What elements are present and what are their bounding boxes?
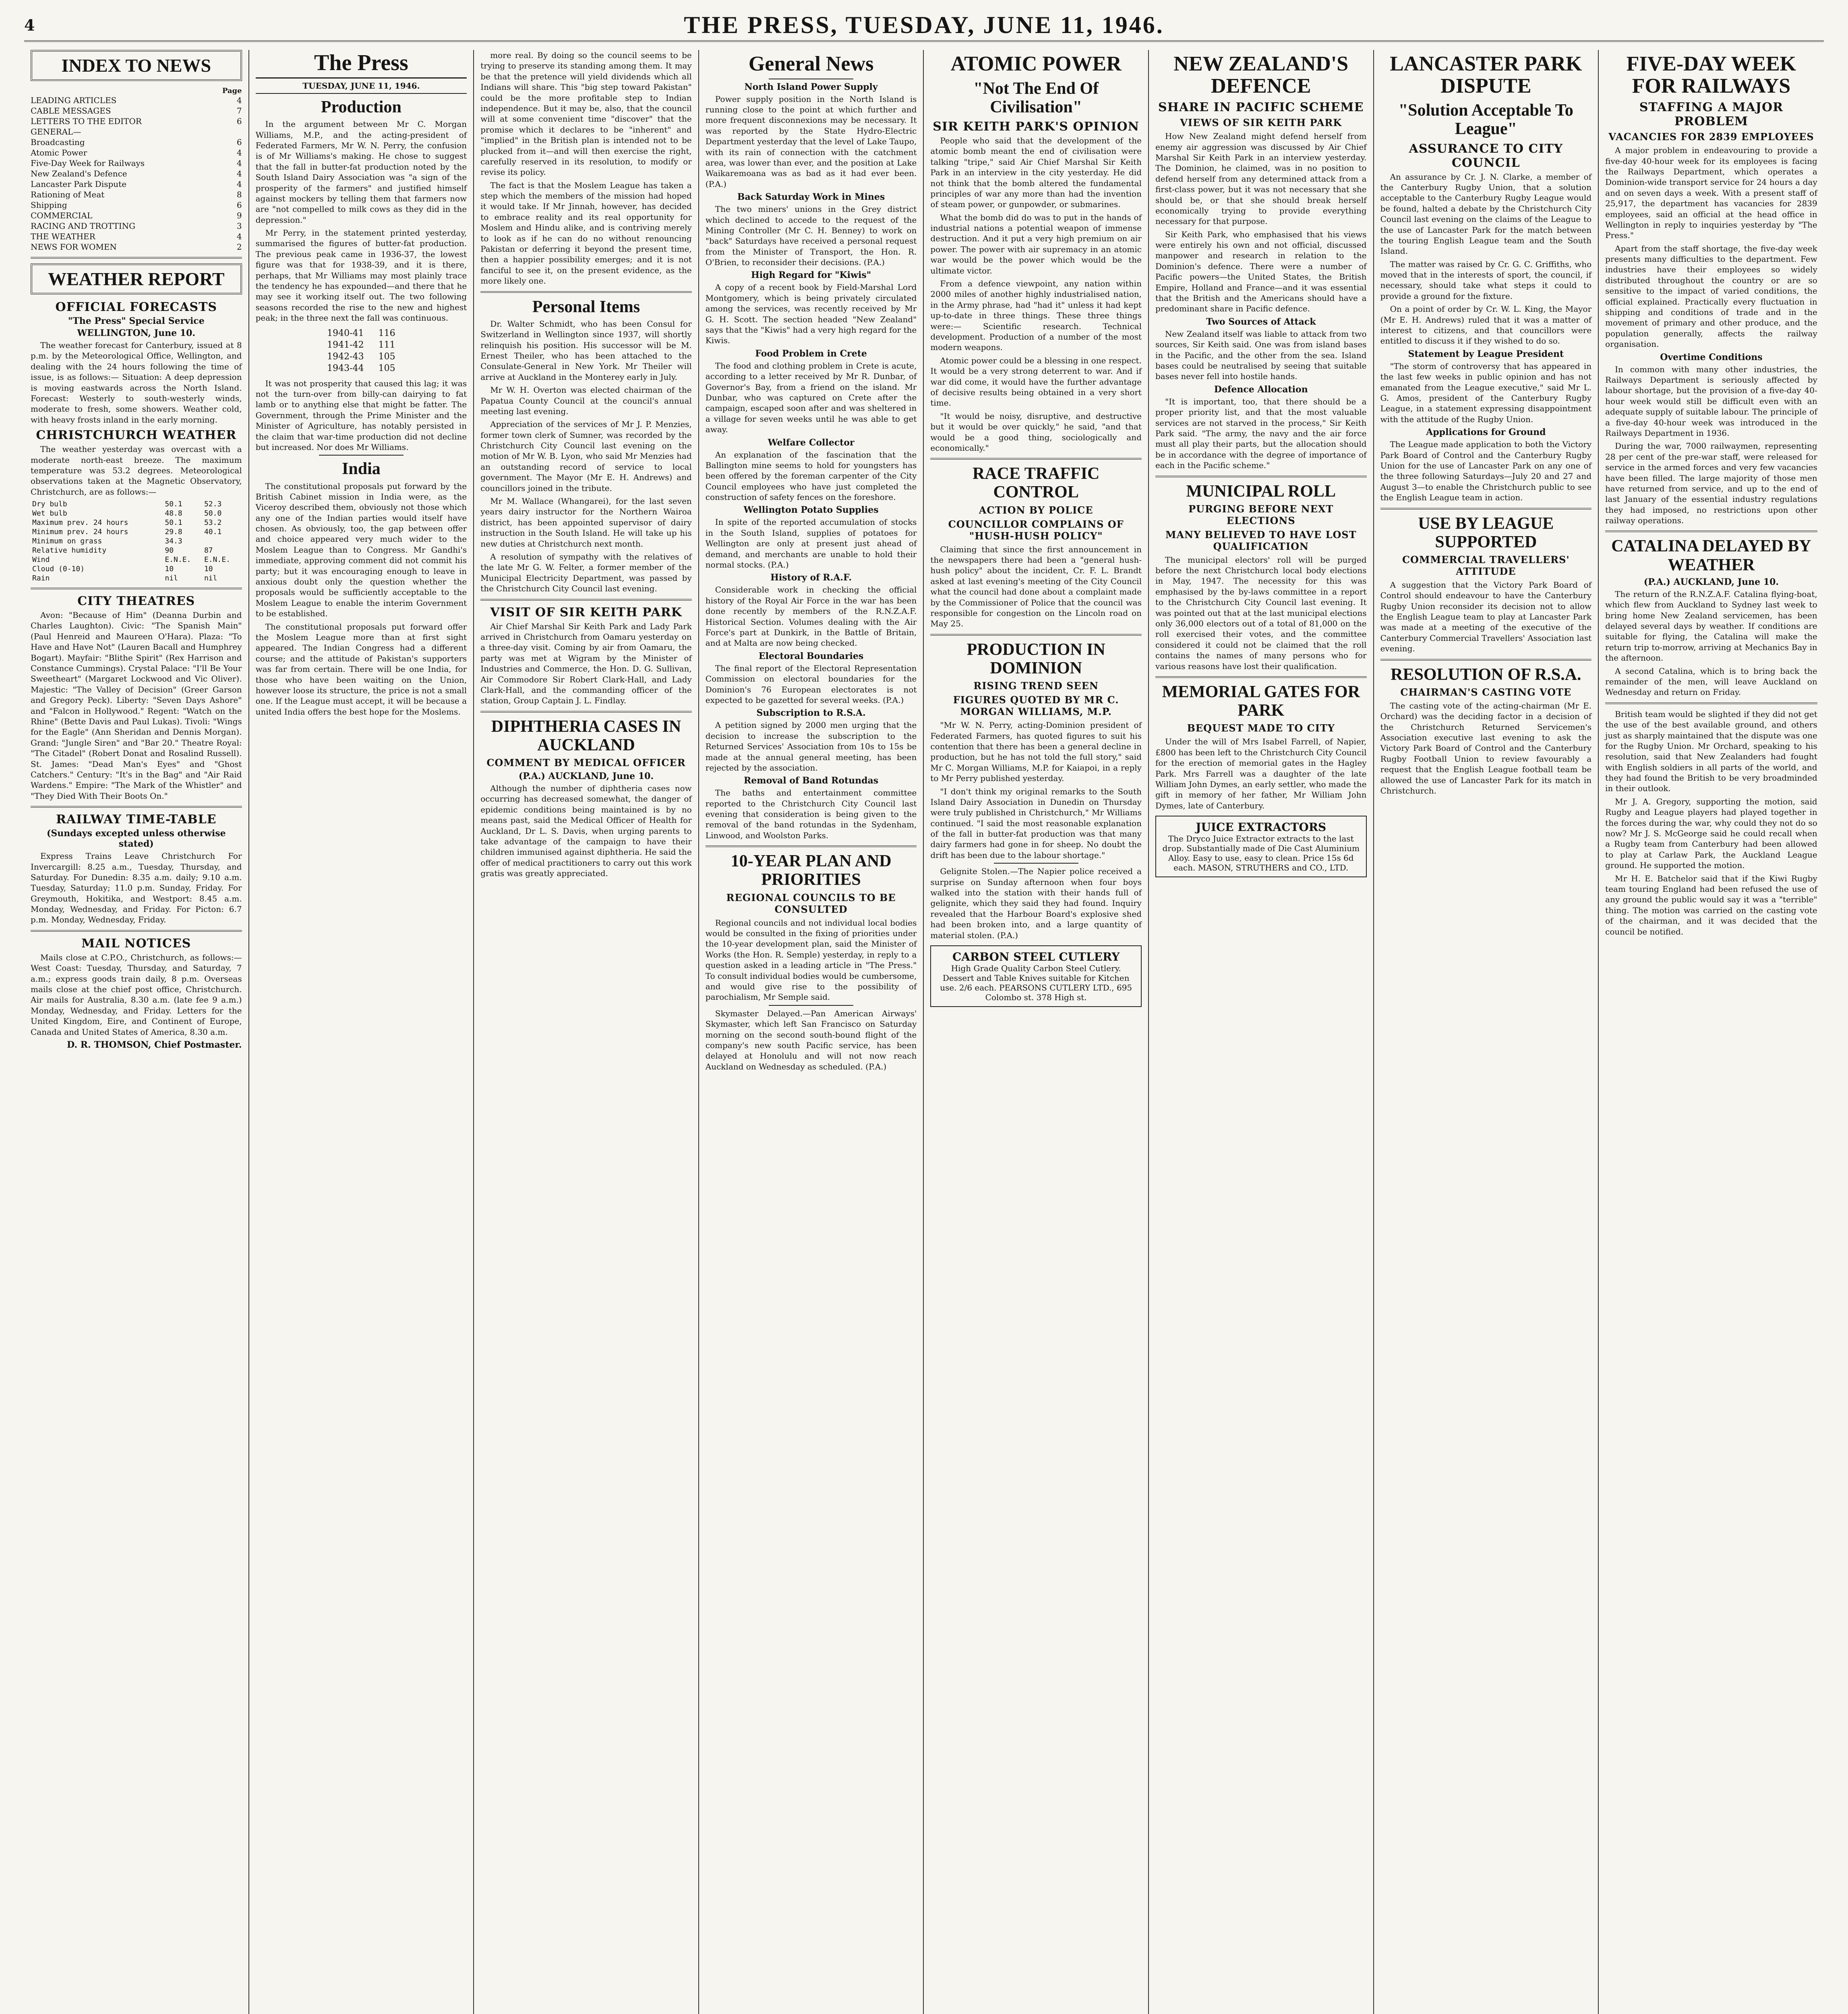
- railways-heading-1: Overtime Conditions: [1660, 352, 1763, 363]
- gn-heading-7: History of R.A.F.: [770, 572, 852, 583]
- index-title: INDEX TO NEWS: [31, 50, 242, 81]
- personal-items-title: Personal Items: [532, 297, 640, 316]
- cutlery-ad-title: CARBON STEEL CUTLERY: [952, 950, 1120, 963]
- lancaster-heading-2: Applications for Ground: [1426, 427, 1546, 438]
- gn-heading-10: Removal of Band Rotundas: [744, 775, 879, 786]
- production-p1: In the argument between Mr C. Morgan Williams, M.P., and the acting-president of Federated Farmers, Mr W. N. Perry, the confusion is of Mr Williams's making. He chose to suggest that the fall in butter-fat production noted by the South Island Dairy Association was "a sign of the prosperity of the farmers" and justified himself against mockers by telling them that farmers now are "not compelled to milk cows as they did in the depression.": [255, 119, 467, 225]
- general-news-title: General News: [748, 52, 874, 75]
- weather-cell: 40.1: [204, 528, 222, 537]
- india-p2: The constitutional proposals put forward offer the Moslem League more than at first sight appeared. The Indian Congress had a different course; and the attitude of Pakistan's supporters was far from certain. There will be one India, for those who have been waiting on the Union, however loose its structure, the price is not a small one. If the League must accept, it will be because a united India offers the best hope for the Moslems.: [255, 622, 467, 717]
- newspaper-header: THE PRESS, TUESDAY, JUNE 11, 1946.: [684, 11, 1164, 38]
- gn-paragraph-1: Power supply position in the North Island is running close to the point at which further and more frequent disconnexions may be necessary. It was reported by the State Hydro-Electric Department yesterday that the level of Lake Taupo, with its rain of connection with the catchment area, was lower than ever, and the position at Lake Waikaremoana was as bad as it had ever been. (P.A.): [705, 94, 917, 189]
- weather-cell: 10: [204, 565, 213, 574]
- plan-title: 10-YEAR PLAN AND PRIORITIES: [731, 852, 892, 889]
- gates-title: MEMORIAL GATES FOR PARK: [1162, 683, 1360, 720]
- production-row: [320, 327, 402, 339]
- weather-table: [31, 499, 242, 583]
- edition-date: TUESDAY, JUNE 11, 1946.: [256, 79, 467, 94]
- column-3: [474, 50, 699, 2014]
- roll-text: The municipal electors' roll will be purged before the next Christchurch local body elections in May, 1947. The necessity for this was emphasised by the by-laws committee in a report to the Christchurch City Council last evening. It was pointed out that at the last municipal elections only 36,000 electors out of a total of 81,000 on the roll exercised their votes, and the committee considered it could not be claimed that the roll contains the names of many persons who for various reasons have lost their qualification.: [1155, 555, 1367, 671]
- index-item-label: Atomic Power: [31, 148, 87, 157]
- league-title: USE BY LEAGUE SUPPORTED: [1418, 514, 1554, 551]
- railways-p4: During the war, 7000 railwaymen, representing 28 per cent of the pre-war staff, were released for service in the armed forces and very few vacancies have been filled. The large majority of those men have returned from service, and up to the end of last January of the essential industry regulations they had imposed, no restrictions upon other railway operations.: [1605, 441, 1817, 526]
- india-p1: The constitutional proposals put forward by the British Cabinet mission in India were, as the Viceroy described them, obviously not those which any one of the Indian parties would itself have chosen. As obviously, too, the gap between offer and choice appeared very much wider to the Moslem League than to Congress. Mr Gandhi's immediate, approving comment did not commit his party; but it was encouraging enough to leave in anxious doubt only the question whether the proposals would be sufficiently acceptable to the Moslem League to enable the interim Government to be established.: [255, 481, 467, 619]
- forecasts-text: The weather forecast for Canterbury, issued at 8 p.m. by the Meteorological Office, Wellington, and dealing with the 24 hours following the time of issue, is as follows:— Situation: A deep depression is moving eastwards across the North Island. Forecast: Westerly to south-westerly winds, moderate to fresh, some showers. Weather cold, with heavy frosts inland in the early morning.: [31, 340, 242, 425]
- gn-heading-4: Food Problem in Crete: [755, 348, 867, 359]
- lancaster-p5: The League made application to both the Victory Park Board of Control and the Canterbury Rugby Union for the use of Lancaster Park on any one of the three following Saturdays—July 20 and 27 and August 3—to enable the Christchurch public to see the English League team in action.: [1380, 439, 1592, 503]
- index-item: [31, 179, 242, 189]
- index-item-label: GENERAL—: [31, 127, 81, 137]
- index-item: [31, 147, 242, 158]
- catalina-text2: A second Catalina, which is to bring back the remainder of the men, will leave Auckland on Wednesday and return on Friday.: [1605, 666, 1817, 697]
- weather-cell: 50.1: [165, 518, 182, 527]
- index-item-label: Rationing of Meat: [31, 190, 105, 199]
- weather-cell: nil: [165, 574, 178, 583]
- lancaster-p2: The matter was raised by Cr. G. C. Griffiths, who moved that in the interests of sport, the council, if necessary, should take what steps it could to provide a ground for the fixture.: [1380, 259, 1592, 301]
- index-item-page: 4: [236, 148, 242, 157]
- production-p3: It was not prosperity that caused this lag; it was not the turn-over from billy-can dairying to fat lamb or to anything else that might be fatter. The Government, through the Prime Minister and the Minister of Agriculture, has notably persisted in the claim that war-time production did not decline but increased. Nor does Mr Williams.: [255, 378, 467, 452]
- index-item: [31, 126, 242, 137]
- catalina-place: (P.A.) AUCKLAND, June 10.: [1643, 576, 1779, 587]
- index-item-label: THE WEATHER: [31, 232, 95, 241]
- defence-p1: How New Zealand might defend herself from enemy air aggression was discussed by Air Chief Marshal Sir Keith Park in an interview yesterday. The Dominion, he claimed, was in no position to defend herself from any determined attack from a first-class power, but it was not necessary that she should be, or that she should break herself economically trying to provide everything necessary for that purpose.: [1155, 131, 1367, 226]
- diphtheria-place: (P.A.) AUCKLAND, June 10.: [518, 771, 654, 782]
- defence-p3: New Zealand itself was liable to attack from two sources, Sir Keith said. One was from island bases in the Pacific, and the other from the sea. Island bases could be neutralised by seeing that suitable bases never fell into hostile hands.: [1155, 329, 1367, 381]
- column-8: [1599, 50, 1824, 2014]
- index-item-page: 6: [236, 116, 242, 126]
- index-item: [31, 189, 242, 200]
- production-cell: 105: [378, 351, 395, 362]
- roll-title: MUNICIPAL ROLL: [1186, 482, 1336, 501]
- production-dominion-text: "Mr W. N. Perry, acting-Dominion president of Federated Farmers, has quoted figures to suit his contention that there has been a general decline in production, but he has not told the full story," said Mr C. Morgan Williams, M.P. for Kaiapoi, in a reply to Mr Perry published yesterday.: [930, 720, 1142, 783]
- index-item-label: Shipping: [31, 200, 67, 210]
- index-item-page: 9: [236, 211, 242, 220]
- gn-heading-1: North Island Power Supply: [744, 81, 878, 92]
- diphtheria-sub: COMMENT BY MEDICAL OFFICER: [486, 757, 686, 769]
- weather-cell: E.N.E.: [204, 555, 230, 564]
- lancaster-quote: "Solution Acceptable To League": [1398, 101, 1573, 139]
- lancaster-p3: On a point of order by Cr. W. L. King, the Mayor (Mr E. H. Andrews) ruled that it was a matter of interest to citizens, and that councillors were entitled to discuss it if they wished to do so.: [1380, 304, 1592, 346]
- weather-cell: E.N.E.: [165, 555, 191, 564]
- gn-paragraph-9: A petition signed by 2000 men urging that the decision to increase the subscription to the Returned Services' Association from 10s to 15s be made at the annual general meeting, has been rejected by the association.: [705, 720, 917, 773]
- index-item: [31, 95, 242, 106]
- index-item-label: LETTERS TO THE EDITOR: [31, 116, 142, 126]
- railways-title: FIVE-DAY WEEK FOR RAILWAYS: [1626, 52, 1796, 97]
- roll-sub2: MANY BELIEVED TO HAVE LOST QUALIFICATION: [1165, 528, 1357, 552]
- page-number: 4: [24, 16, 35, 34]
- railway-sub: (Sundays excepted unless otherwise stated): [46, 828, 226, 850]
- atomic-p5: "It would be noisy, disruptive, and destructive but it would be over quickly," he said, "and that would be a good thing, sociologically and economically.": [930, 411, 1142, 453]
- catalina-text: The return of the R.N.Z.A.F. Catalina flying-boat, which flew from Auckland to Sydney last week to bring home New Zealand servicemen, has been delayed several days by weather. If conditions are suitable for flying, the Catalina will make the return trip to-morrow, arriving at Mechanics Bay in the afternoon.: [1605, 589, 1817, 663]
- cutlery-ad-text: High Grade Quality Carbon Steel Cutlery. Dessert and Table Knives suitable for Kitchen use. 2/6 each. PEARSONS CUTLERY LTD., 695 Colombo st. 378 High st.: [940, 963, 1132, 1002]
- index-item-label: New Zealand's Defence: [31, 169, 127, 178]
- race-text: Claiming that since the first announcement in the newspapers there had been a "general hush-hush policy" about the incident, Cr. F. L. Brandt asked at last evening's meeting of the City Council what the council had done about a complaint made by the Commissioner of Police that the council was responsible for congestion on the Lincoln road on May 25.: [930, 544, 1142, 629]
- production-dominion-text2: "I don't think my original remarks to the South Island Dairy Association in Dunedin on Thursday were truly published in Christchurch," Mr Williams continued. "I said the most reasonable explanation of the fall in butter-fat production was that many dairy farmers had gone in for sheep. No doubt the drift has been due to the labour shortage.": [930, 786, 1142, 860]
- weather-row: [31, 527, 242, 537]
- league-sub: COMMERCIAL TRAVELLERS' ATTITUDE: [1402, 553, 1570, 577]
- weather-cell: 52.3: [204, 500, 222, 509]
- weather-cell: Wet bulb: [32, 509, 67, 518]
- forecasts-title: OFFICIAL FORECASTS: [55, 300, 217, 314]
- gn-heading-9: Subscription to R.S.A.: [756, 708, 866, 719]
- skymaster-text: Skymaster Delayed.—Pan American Airways' Skymaster, which left San Francisco on Saturday morning on the second south-bound flight of the company's new south Pacific service, has been delayed at Honolulu and will not now reach Auckland on Wednesday as scheduled. (P.A.): [705, 1008, 917, 1071]
- india-title: India: [342, 460, 381, 479]
- index-item-label: Lancaster Park Dispute: [31, 179, 127, 189]
- weather-cell: 29.8: [165, 528, 182, 537]
- lancaster-sub: ASSURANCE TO CITY COUNCIL: [1409, 141, 1563, 170]
- index-item-label: LEADING ARTICLES: [31, 95, 117, 105]
- weather-row: [31, 518, 242, 527]
- race-title: RACE TRAFFIC CONTROL: [972, 464, 1100, 502]
- index-item-page: 8: [236, 190, 242, 199]
- production-row: [320, 339, 402, 351]
- index-item-page: 4: [236, 232, 242, 241]
- defence-heading-1: Two Sources of Attack: [1206, 316, 1316, 327]
- production-dominion-sub2: FIGURES QUOTED BY MR C. MORGAN WILLIAMS, M.P.: [953, 694, 1119, 718]
- diphtheria-text: Although the number of diphtheria cases now occurring has decreased somewhat, the danger of epidemic conditions being maintained is by no means past, said the Medical Officer of Health for Auckland, Dr L. S. Davis, when urging parents to take advantage of the campaign to have their children immunised against diphtheria. He said the offer of medical practitioners to carry out this work gratis was greatly appreciated.: [480, 783, 692, 879]
- mail-title: MAIL NOTICES: [81, 936, 191, 951]
- weather-cell: Dry bulb: [32, 500, 67, 509]
- index-item: [31, 221, 242, 231]
- index-item-label: Broadcasting: [31, 137, 85, 147]
- column-6: [1149, 50, 1374, 2014]
- weather-cell: Minimum on grass: [32, 537, 102, 546]
- gn-paragraph-6: In spite of the reported accumulation of stocks in the South Island, supplies of potatoes for Wellington are only at present just ahead of demand, and merchants are unable to hold their normal stocks. (P.A.): [705, 517, 917, 570]
- personal-p2: Mr W. H. Overton was elected chairman of the Papatua County Council at the council's annual meeting last evening.: [480, 385, 692, 416]
- roll-sub: PURGING BEFORE NEXT ELECTIONS: [1188, 503, 1334, 526]
- production-title: Production: [321, 98, 401, 116]
- index-item: [31, 210, 242, 221]
- atomic-p1: People who said that the development of the atomic bomb meant the end of civilisation were talking "tripe," said Air Chief Marshal Sir Keith Park in an interview in the city yesterday. He did not think that the bomb altered the fundamental principles of war any more than had the invention of steam power, or gunpowder, or submarines.: [930, 135, 1142, 209]
- gn-paragraph-7: Considerable work in checking the official history of the Royal Air Force in the war has been done recently by members of the R.N.Z.A.F. Historical Section. Volumes dealing with the Air Force's part at Dunkirk, in the Battle of Britain, and at Malta are now being checked.: [705, 585, 917, 648]
- railways-p1: A major problem in endeavouring to provide a five-day 40-hour week for its employees is facing the Railways Department, which operates a Dominion-wide transport service for 24 hours a day and on seven days a week. With a present staff of 25,917, the department has vacancies for 2839 employees, said an official at the head office in Wellington in reply to inquiries yesterday by "The Press.": [1605, 145, 1817, 240]
- railway-title: RAILWAY TIME-TABLE: [56, 812, 217, 827]
- index-item-page: 4: [236, 169, 242, 178]
- gelignite-text: Gelignite Stolen.—The Napier police received a surprise on Sunday afternoon when four boys walked into the station with their hands full of gelignite, which they said they had found. Inquiry revealed that the Harbour Board's explosive shed had been broken into, and a large quantity of material stolen. (P.A.): [930, 866, 1142, 940]
- weather-cell: Cloud (0-10): [32, 565, 85, 574]
- production-cell: 1941-42: [327, 340, 364, 350]
- weather-cell: Maximum prev. 24 hours: [32, 518, 128, 527]
- visit-title: VISIT OF SIR KEITH PARK: [490, 605, 682, 620]
- rsa-sub: CHAIRMAN'S CASTING VOTE: [1400, 686, 1572, 698]
- forecasts-source: "The Press" Special Service: [68, 316, 205, 326]
- atomic-quote: "Not The End Of Civilisation": [973, 79, 1099, 116]
- index-item: [31, 242, 242, 252]
- mail-text: Mails close at C.P.O., Christchurch, as follows:— West Coast: Tuesday, Thursday, and Saturday, 7 a.m.; express goods train daily, 8 p.m. Overseas mails close at the chief post office, Christchurch. Air mails for Australia, 8.30 a.m. (late fee 9 a.m.) Monday, Wednesday, and Friday. Letters for the United Kingdom, Eire, and Continent of Europe, Canada and United States of America, 8.30 a.m.: [31, 952, 242, 1037]
- personal-p1: Dr. Walter Schmidt, who has been Consul for Switzerland in Wellington since 1937, will shortly relinquish his position. His successor will be M. Ernest Theiler, who has been attached to the Consulate-General in New York. Mr Theiler will arrive at Auckland in the Monterey early in July.: [480, 319, 692, 382]
- production-row: [320, 351, 402, 363]
- plan-sub: REGIONAL COUNCILS TO BE CONSULTED: [726, 891, 896, 915]
- weather-cell: 50.0: [204, 509, 222, 518]
- index-list: [31, 95, 242, 252]
- weather-cell: [203, 537, 242, 546]
- index-item: [31, 168, 242, 179]
- editorial-continued-p1: more real. By doing so the council seems to be trying to preserve its standing among them. It may be that the pretence will yield dividends which all Indians will share. This "big step toward Pakistan" could be the more profitable step to Indian independence. But it may be, also, that the council will at some convenient time "discover" that the promise which it declares to be "inherent" and "implied" in the British plan is intended not to be plucked from it—and will then exercise the right, carefully reserved in its resolution, to modify or revise its policy.: [480, 50, 692, 177]
- race-sub2: COUNCILLOR COMPLAINS OF "HUSH-HUSH POLICY": [948, 518, 1124, 542]
- index-item-page: 4: [236, 158, 242, 168]
- index-item-label: COMMERCIAL: [31, 211, 93, 220]
- index-item: [31, 106, 242, 116]
- forecasts-place: WELLINGTON, June 10.: [77, 328, 196, 338]
- rsa-title: RESOLUTION OF R.S.A.: [1391, 665, 1581, 684]
- column-1: [24, 50, 249, 2014]
- lancaster-p1: An assurance by Cr. J. N. Clarke, a member of the Canterbury Rugby Union, that a solution acceptable to the Canterbury Rugby League would be found, halted a debate by the Christchurch City Council last evening on the claims of the League to the use of Lancaster Park for the match between the touring English League team and the South Island.: [1380, 172, 1592, 256]
- index-item-page: 6: [236, 200, 242, 210]
- plan-text: Regional councils and not individual local bodies would be consulted in the fixing of priorities under the 10-year development plan, said the Minister of Works (the Hon. R. Semple) yesterday, in reply to a question asked in a leading article in "The Press." To consult individual bodies would be cumbersome, and would give rise to the possibility of parochialism, Mr Semple said.: [705, 918, 917, 1002]
- defence-title: NEW ZEALAND'S DEFENCE: [1173, 52, 1349, 97]
- production-cell: 111: [378, 340, 395, 350]
- chch-weather-text: The weather yesterday was overcast with a moderate north-east breeze. The maximum temperature was 53.2 degrees. Meteorological observations taken at the Magnetic Observatory, Christchurch, are as follows:—: [31, 444, 242, 497]
- chch-weather-title: CHRISTCHURCH WEATHER: [36, 428, 237, 443]
- production-cell: 1940-41: [327, 328, 364, 338]
- production-cell: 1942-43: [327, 351, 364, 362]
- weather-cell: 90: [165, 546, 174, 555]
- column-5: [924, 50, 1149, 2014]
- diphtheria-title: DIPHTHERIA CASES IN AUCKLAND: [491, 717, 681, 754]
- index-item-label: NEWS FOR WOMEN: [31, 242, 117, 252]
- weather-cell: Wind: [32, 555, 50, 564]
- lancaster-p4: "The storm of controversy that has appeared in the last few weeks in public opinion and has not emanated from the League executive," said Mr L. G. Amos, president of the Canterbury Rugby League, in a statement expressing disappointment with the attitude of the Rugby Union.: [1380, 361, 1592, 424]
- lancaster-heading-1: Statement by League President: [1408, 348, 1564, 359]
- newspaper-page: [24, 50, 1824, 2014]
- railway-text: Express Trains Leave Christchurch For Invercargill: 8.25 a.m., Tuesday, Thursday, and Saturday. For Dunedin: 8.35 a.m. daily; 9.10 a.m. Tuesday, Saturday; 11.0 p.m. Sunday, Friday. For Greymouth, Hokitika, and Westport: 8.45 a.m. Monday, Wednesday, and Friday. For Picton: 6.7 p.m. Monday, Wednesday, Friday.: [31, 851, 242, 925]
- weather-cell: Relative humidity: [32, 546, 107, 555]
- visit-text: Air Chief Marshal Sir Keith Park and Lady Park arrived in Christchurch from Oamaru yesterday on a three-day visit. Coming by air from Oamaru, the party was met at Wigram by the Minister of Industries and Commerce, the Hon. D. G. Sullivan, Air Commodore Sir Robert Clark-Hall, and Lady Clark-Hall, and the commanding officer of the station, Group Captain J. L. Findlay.: [480, 621, 692, 706]
- gates-sub: BEQUEST MADE TO CITY: [1187, 722, 1335, 734]
- juice-ad-title: JUICE EXTRACTORS: [1196, 821, 1327, 834]
- weather-cell: 53.2: [204, 518, 222, 527]
- weather-cell: 48.8: [165, 509, 182, 518]
- gn-heading-5: Welfare Collector: [768, 437, 855, 448]
- league-rugby-text: British team would be slighted if they did not get the use of the best available ground, and others just as sharply maintained that the dispute was one for the Rugby Union. Mr Orchard, speaking to his resolution, said that New Zealanders had fought with English soldiers in all parts of the world, and they had found the British to be very broadminded in their outlook.: [1605, 709, 1817, 794]
- cutlery-advertisement: [930, 945, 1142, 1007]
- atomic-p3: From a defence viewpoint, any nation within 2000 miles of another highly industrialised nation, in the Army phrase, had "had it" unless it had kept up-to-date in three things. These three things were:— Scientific research. Technical development. Production of a number of the most modern weapons.: [930, 279, 1142, 352]
- index-item-page: 4: [236, 179, 242, 189]
- mail-signature: D. R. THOMSON, Chief Postmaster.: [67, 1039, 242, 1050]
- index-item-page: 6: [236, 137, 242, 147]
- production-table: [320, 327, 402, 374]
- juice-advertisement: [1155, 816, 1367, 877]
- railways-sub2: VACANCIES FOR 2839 EMPLOYEES: [1608, 131, 1814, 143]
- theatres-title: CITY THEATRES: [77, 594, 195, 609]
- lancaster-title: LANCASTER PARK DISPUTE: [1390, 52, 1582, 97]
- index-item-page: 2: [236, 242, 242, 252]
- gn-paragraph-2: The two miners' unions in the Grey district which declined to accede to the request of the Mining Controller (Mr C. H. Benney) to work on "back" Saturdays have received a personal request from the Minister of Transport, the Hon. R. O'Brien, to reconsider their decisions. (P.A.): [705, 204, 917, 267]
- production-dominion-title: PRODUCTION IN DOMINION: [966, 640, 1105, 678]
- index-item-page: 7: [236, 106, 242, 116]
- gn-heading-8: Electoral Boundaries: [758, 651, 864, 661]
- weather-row: [31, 499, 242, 509]
- atomic-p4: Atomic power could be a blessing in one respect. It would be a very strong deterrent to war. And if war did come, it would have the further advantage of decisive results being obtained in a very short time.: [930, 355, 1142, 408]
- index-item: [31, 158, 242, 168]
- index-item: [31, 116, 242, 126]
- production-cell: 116: [378, 328, 395, 338]
- index-item-page: 4: [236, 95, 242, 105]
- production-dominion-sub: RISING TREND SEEN: [973, 680, 1099, 692]
- index-item: [31, 200, 242, 210]
- catalina-title: CATALINA DELAYED BY WEATHER: [1611, 537, 1811, 574]
- personal-p4: Mr M. Wallace (Whangarei), for the last seven years dairy instructor for the Northern Wairoa district, has been appointed supervisor of dairy instruction in the South Island. He will take up his new duties at Christchurch next month.: [480, 496, 692, 549]
- index-item-page: 3: [236, 221, 242, 231]
- defence-sub: SHARE IN PACIFIC SCHEME: [1158, 100, 1364, 115]
- weather-cell: Minimum prev. 24 hours: [32, 528, 128, 537]
- rsa-text: The casting vote of the acting-chairman (Mr E. Orchard) was the deciding factor in a decision of the Christchurch Returned Servicemen's Association executive last evening to ask the Victory Park Board of Control and the Canterbury Rugby Football Union to review favourably a request that the English League football team be allowed the use of Lancaster Park for its match in Christchurch.: [1380, 700, 1592, 796]
- column-4: [699, 50, 924, 2014]
- race-sub: ACTION BY POLICE: [979, 504, 1093, 516]
- gn-paragraph-10: The baths and entertainment committee reported to the Christchurch City Council last evening that consideration is being given to the removal of the band rotundas in the Sydenham, Linwood, and Woolston Parks.: [705, 788, 917, 840]
- gn-heading-3: High Regard for "Kiwis": [751, 270, 871, 281]
- index-page-label: Page: [222, 87, 242, 95]
- defence-heading-2: Defence Allocation: [1214, 384, 1308, 395]
- gn-paragraph-5: An explanation of the fascination that the Ballington mine seems to hold for youngsters has been offered by the foreman carpenter of the City Council employees who have just completed the construction of safety fences on the foreshore.: [705, 450, 917, 502]
- juice-ad-text: The Dryco Juice Extractor extracts to the last drop. Substantially made of Die Cast Aluminium Alloy. Easy to use, easy to clean. Price 15s 6d each. MASON, STRUTHERS and CO., LTD.: [1162, 834, 1360, 873]
- railways-p3: In common with many other industries, the Railways Department is seriously affected by labour shortage, but the provision of a five-day 40-hour week would still be difficult even with an adequate supply of suitable labour. The principle of a five-day 40-hour week was introduced in the Railways Department in 1936.: [1605, 364, 1817, 438]
- league-text: A suggestion that the Victory Park Board of Control should endeavour to have the Canterbury Rugby Union reconsider its decision not to allow the English League team to play at Lancaster Park was made at a meeting of the executive of the Canterbury Commercial Travellers' Association last evening.: [1380, 580, 1592, 654]
- league-rugby-text3: Mr H. E. Batchelor said that if the Kiwi Rugby team touring England had been refused the use of any ground the public would say it was a "terrible" thing. The motion was carried on the casting vote of the chairman, and it was decided that the council be notified.: [1605, 873, 1817, 937]
- gn-heading-6: Wellington Potato Supplies: [743, 505, 879, 516]
- index-item: [31, 231, 242, 242]
- atomic-title: ATOMIC POWER: [950, 52, 1122, 75]
- masthead: [24, 10, 1824, 42]
- gn-paragraph-3: A copy of a recent book by Field-Marshal Lord Montgomery, which is being privately circulated among the services, was recently received by Mr G. H. Scott. The section headed "New Zealand" says that the "Kiwis" had a very high regard for the Kiwis.: [705, 282, 917, 346]
- gn-paragraph-4: The food and clothing problem in Crete is acute, according to a letter received by Mr R. Dunbar, of Governor's Bay, from a friend on the island. Mr Dunbar, who was captured on Crete after the campaign, escaped soon after and was sheltered in a village for seven weeks until he was able to get away.: [705, 361, 917, 435]
- atomic-sub: SIR KEITH PARK'S OPINION: [933, 119, 1140, 134]
- weather-row: [31, 574, 242, 583]
- weather-cell: 34.3: [165, 537, 182, 546]
- gn-heading-2: Back Saturday Work in Mines: [737, 192, 885, 203]
- index-item-label: Five-Day Week for Railways: [31, 158, 145, 168]
- weather-title: WEATHER REPORT: [31, 263, 242, 294]
- personal-p3: Appreciation of the services of Mr J. P. Menzies, former town clerk of Sumner, was recorded by the Christchurch City Council last evening on the motion of Mr W. B. Lyon, who said Mr Menzies had an outstanding record of service to local government. The Mayor (Mr E. H. Andrews) and councillors joined in the tribute.: [480, 419, 692, 493]
- production-cell: 105: [378, 363, 395, 373]
- weather-row: [31, 546, 242, 555]
- production-p2: Mr Perry, in the statement printed yesterday, summarised the figures of butter-fat production. The previous peak came in 1936-37, the lowest figure was that for 1938-39, and it is there, perhaps, that Mr Williams may most plainly trace the tendency he has expounded—and there that he may see it working itself out. The two following seasons recorded the rise to the new and highest peak; in the three next the fall was continuous.: [255, 228, 467, 323]
- index-item-label: RACING AND TROTTING: [31, 221, 136, 231]
- weather-cell: 50.1: [165, 500, 182, 509]
- production-row: [320, 363, 402, 374]
- defence-sub2: VIEWS OF SIR KEITH PARK: [1180, 117, 1342, 129]
- gates-text: Under the will of Mrs Isabel Farrell, of Napier, £800 has been left to the Christchurch City Council for the erection of memorial gates in the Hagley Park. Mrs Farrell was a daughter of the late William John Dymes, an early settler, who made the gift in memory of her father, Mr William John Dymes, late of Canterbury.: [1155, 737, 1367, 810]
- editorial-continued-p2: The fact is that the Moslem League has taken a step which the members of the mission had hoped it would take. If Mr Jinnah, however, has decided to embrace reality and its real opportunity for Moslem and Hindu alike, and is contriving merely to look as if he can do no without renouncing Pakistan or deferring it beyond the present time, then a happier possibility emerges; and it is not fanciful to see it, on the present evidence, as the more likely one.: [480, 180, 692, 286]
- weather-cell: nil: [204, 574, 217, 583]
- weather-row: [31, 555, 242, 564]
- defence-p4: "It is important, too, that there should be a proper priority list, and that the most valuable services are not starved in the process," Sir Keith Park said. "The army, the navy and the air force must all play their parts, but the allocation should be in accordance with the degree of importance of each in the Pacific scheme.": [1155, 396, 1367, 470]
- atomic-p2: What the bomb did do was to put in the hands of industrial nations a potential weapon of immense destruction. And it put a very high premium on air power. The power with air supremacy in an atomic war would be the power which would be the ultimate victor.: [930, 212, 1142, 276]
- index-item-label: CABLE MESSAGES: [31, 106, 111, 116]
- weather-row: [31, 564, 242, 574]
- column-2: [249, 50, 474, 2014]
- weather-row: [31, 537, 242, 546]
- railways-p2: Apart from the staff shortage, the five-day week presents many difficulties to the department. Few industries have their employees so widely distributed throughout the country or are so sensitive to the impact of varied conditions, the official explained. Practically every fluctuation in shipping and conditions of trade and in the movement of primary and other produce, and the population generally, affects the railway organisation.: [1605, 243, 1817, 349]
- weather-cell: Rain: [32, 574, 50, 583]
- column-7: [1374, 50, 1599, 2014]
- paper-name: The Press: [256, 50, 467, 79]
- weather-row: [31, 509, 242, 518]
- weather-cell: 10: [165, 565, 174, 574]
- index-item: [31, 137, 242, 147]
- defence-p2: Sir Keith Park, who emphasised that his views were entirely his own and not official, discussed manpower and research in relation to the Dominion's defence. There were a number of Pacific powers—the United States, the British Empire, Holland and France—and it was essential that the British and the Americans should have a predominant share in Pacific defence.: [1155, 229, 1367, 314]
- personal-p5: A resolution of sympathy with the relatives of the late Mr G. W. Felter, a former member of the Municipal Electricity Department, was passed by the Christchurch City Council last evening.: [480, 551, 692, 594]
- gn-paragraph-8: The final report of the Electoral Representation Commission on electoral boundaries for the Dominion's 76 European electorates is not expected to be gazetted for several weeks. (P.A.): [705, 663, 917, 705]
- weather-cell: 87: [204, 546, 213, 555]
- league-rugby-text2: Mr J. A. Gregory, supporting the motion, said Rugby and League players had played together in the forces during the war, why could they not do so now? Mr J. S. McGeorge said he could recall when a Rugby team from Canterbury had been allowed to play at Carlaw Park, the Auckland League ground. He supported the motion.: [1605, 796, 1817, 870]
- railways-sub: STAFFING A MAJOR PROBLEM: [1639, 100, 1784, 129]
- theatres-text: Avon: "Because of Him" (Deanna Durbin and Charles Laughton). Civic: "The Spanish Main" (Paul Henreid and Maureen O'Hara). Plaza: "To Have and Have Not" (Lauren Bacall and Humphrey Bogart). Mayfair: "Blithe Spirit" (Rex Harrison and Constance Cummings). Crystal Palace: "I'll Be Your Sweetheart" (Margaret Lockwood and Vic Oliver). Majestic: "The Valley of Decision" (Greer Garson and Gregory Peck). Liberty: "Seven Days Ashore" and "Falcon in Hollywood." Regent: "Watch on the Rhine" (Bette Davis and Paul Lukas). Tivoli: "Wings for the Eagle" (Ann Sheridan and Dennis Morgan). Grand: "Jungle Siren" and "Bar 20." Theatre Royal: "The Citadel" (Robert Donat and Rosalind Russell). St. James: "Dead Man's Eyes" and "Ghost Catchers." Century: "It's in the Bag" and "Air Raid Wardens." Empire: "The Mark of the Whistler" and "They Died With Their Boots On.": [31, 610, 242, 801]
- production-cell: 1943-44: [327, 363, 364, 373]
